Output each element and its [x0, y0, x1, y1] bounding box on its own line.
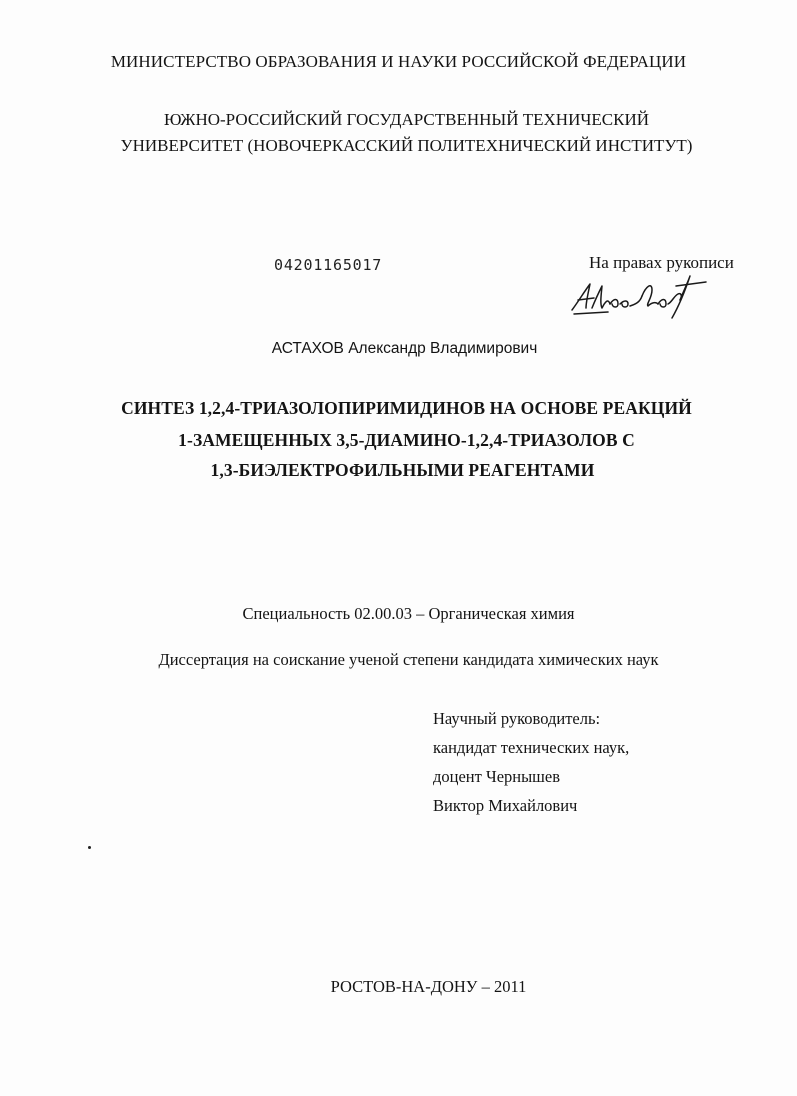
registration-code: 04201165017 — [274, 256, 383, 274]
city-year-footer: РОСТОВ-НА-ДОНУ – 2011 — [330, 977, 527, 996]
university-name-line1: ЮЖНО-РОССИЙСКИЙ ГОСУДАРСТВЕННЫЙ ТЕХНИЧЕСКИЙ — [163, 110, 650, 129]
university-name-line2: УНИВЕРСИТЕТ (НОВОЧЕРКАССКИЙ ПОЛИТЕХНИЧЕСКИЙ ИНСТИТУТ) — [120, 136, 693, 155]
supervisor-position-surname: доцент Чернышев — [433, 767, 560, 786]
supervisor-heading: Научный руководитель: — [433, 709, 601, 728]
dissertation-title-line3: 1,3-БИЭЛЕКТРОФИЛЬНЫМИ РЕАГЕНТАМИ — [210, 460, 595, 480]
manuscript-rights-label: На правах рукописи — [589, 253, 734, 272]
supervisor-given-names: Виктор Михайлович — [433, 796, 578, 815]
dissertation-title-line2: 1-ЗАМЕЩЕННЫХ 3,5-ДИАМИНО-1,2,4-ТРИАЗОЛОВ С — [178, 430, 635, 450]
ministry-heading: МИНИСТЕРСТВО ОБРАЗОВАНИЯ И НАУКИ РОССИЙСКОЙ ФЕДЕРАЦИИ — [110, 52, 687, 71]
specialty-line: Специальность 02.00.03 – Органическая химия — [242, 604, 575, 623]
dissertation-degree-line: Диссертация на соискание ученой степени кандидата химических наук — [158, 650, 659, 669]
author-name: АСТАХОВ Александр Владимирович — [271, 340, 538, 357]
dissertation-title-line1: СИНТЕЗ 1,2,4-ТРИАЗОЛОПИРИМИДИНОВ НА ОСНОВЕ РЕАКЦИЙ — [121, 398, 692, 418]
handwritten-signature — [568, 268, 708, 324]
scan-speck — [88, 846, 91, 849]
supervisor-degree: кандидат технических наук, — [433, 738, 630, 757]
